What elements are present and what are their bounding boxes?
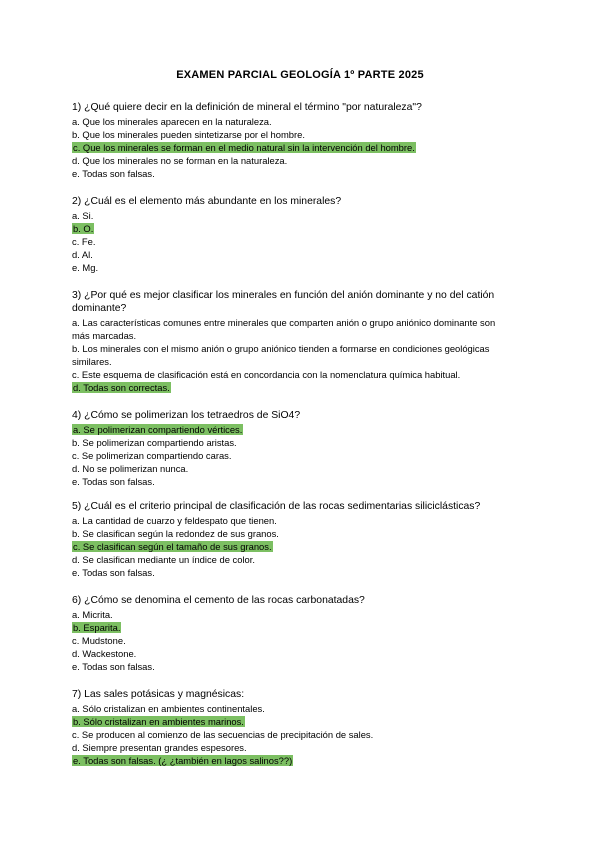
answer-text: d. Que los minerales no se forman en la naturaleza.	[72, 155, 288, 166]
answer-text: a. Las características comunes entre minerales que comparten anión o grupo aniónico dominante son	[72, 317, 496, 328]
question-1-option	[72, 129, 305, 141]
answer-text: a. Si.	[72, 210, 94, 221]
answer-text: b. Que los minerales pueden sintetizarse por el hombre.	[72, 129, 305, 140]
answer-text: similares.	[72, 356, 112, 367]
answer-text: c. Fe.	[72, 236, 96, 247]
question-3-option	[72, 382, 171, 394]
answer-text: a. La cantidad de cuarzo y feldespato que tienen.	[72, 515, 277, 526]
question-1-option	[72, 116, 272, 128]
question-2-text: 2) ¿Cuál es el elemento más abundante en los minerales?	[72, 196, 342, 207]
question-4-option	[72, 463, 188, 475]
answer-text: d. Se clasifican mediante un índice de color.	[72, 554, 255, 565]
answer-text: d. Siempre presentan grandes espesores.	[72, 742, 247, 753]
question-2-option	[72, 210, 93, 222]
answer-text: a. Micrita.	[72, 609, 113, 620]
question-7-text: 7) Las sales potásicas y magnésicas:	[72, 689, 245, 700]
answer-text: c. Este esquema de clasificación está en concordancia con la nomenclatura química habitual.	[72, 369, 461, 380]
question-1-option	[72, 142, 416, 154]
answer-text: c. Se producen al comienzo de las secuencias de precipitación de sales.	[72, 729, 374, 740]
question-3-text: dominante?	[72, 303, 127, 314]
answer-text: más marcadas.	[72, 330, 137, 341]
question-2-option	[72, 262, 98, 274]
highlighted-answer: e. Todas son falsas. (¿ ¿también en lagos salinos??)	[73, 755, 293, 766]
question-5-option	[72, 515, 277, 527]
question-7-option	[72, 703, 265, 715]
question-7-option	[72, 742, 247, 754]
question-7-option	[72, 716, 245, 728]
question-5-option	[72, 567, 155, 579]
question-3-option	[72, 317, 495, 329]
question-6-option	[72, 609, 113, 621]
question-2-option	[72, 236, 95, 248]
question-4-option	[72, 450, 231, 462]
answer-text: c. Se polimerizan compartiendo caras.	[72, 450, 232, 461]
answer-text: e. Mg.	[72, 262, 99, 273]
answer-text: e. Todas son falsas.	[72, 567, 155, 578]
question-3-option	[72, 356, 112, 368]
question-2-option	[72, 223, 94, 235]
highlighted-answer: c. Se clasifican según el tamaño de sus granos.	[73, 541, 272, 552]
highlighted-answer: b. Esparita.	[73, 622, 121, 633]
answer-text: a. Sólo cristalizan en ambientes continentales.	[72, 703, 265, 714]
question-4-option	[72, 424, 243, 436]
question-6-option	[72, 648, 136, 660]
answer-text: b. Se clasifican según la redondez de sus granos.	[72, 528, 279, 539]
answer-text: a. Que los minerales aparecen en la naturaleza.	[72, 116, 272, 127]
question-3-option	[72, 330, 136, 342]
answer-text: b. Los minerales con el mismo anión o grupo aniónico tienden a formarse en condiciones geológicas	[72, 343, 490, 354]
question-2-option	[72, 249, 93, 261]
question-1-text: 1) ¿Qué quiere decir en la definición de mineral el término "por naturaleza"?	[72, 102, 422, 113]
highlighted-answer: b. O.	[73, 223, 94, 234]
answer-text: b. Se polimerizan compartiendo aristas.	[72, 437, 237, 448]
highlighted-answer: c. Que los minerales se forman en el medio natural sin la intervención del hombre.	[73, 142, 415, 153]
question-6-option	[72, 622, 121, 634]
question-3-text: 3) ¿Por qué es mejor clasificar los minerales en función del anión dominante y no del catión	[72, 290, 495, 301]
question-7-option	[72, 729, 373, 741]
question-5-option	[72, 541, 273, 553]
question-5-option	[72, 528, 279, 540]
question-1-option	[72, 168, 155, 180]
question-7-option	[72, 755, 293, 767]
question-4-option	[72, 476, 155, 488]
question-3-option	[72, 369, 460, 381]
question-5-option	[72, 554, 255, 566]
question-1-option	[72, 155, 287, 167]
answer-text: e. Todas son falsas.	[72, 661, 155, 672]
answer-text: d. Al.	[72, 249, 93, 260]
highlighted-answer: a. Se polimerizan compartiendo vértices.	[73, 424, 243, 435]
question-4-option	[72, 437, 237, 449]
question-5-text: 5) ¿Cuál es el criterio principal de clasificación de las rocas sedimentarias siliciclásticas?	[72, 501, 481, 512]
answer-text: c. Mudstone.	[72, 635, 126, 646]
highlighted-answer: b. Sólo cristalizan en ambientes marinos.	[73, 716, 244, 727]
answer-text: d. No se polimerizan nunca.	[72, 463, 189, 474]
answer-text: d. Wackestone.	[72, 648, 137, 659]
question-3-option	[72, 343, 489, 355]
exam-title: EXAMEN PARCIAL GEOLOGÍA 1º PARTE 2025	[176, 69, 424, 81]
question-4-text: 4) ¿Cómo se polimerizan los tetraedros de SiO4?	[72, 410, 301, 421]
highlighted-answer: d. Todas son correctas.	[73, 382, 170, 393]
answer-text: e. Todas son falsas.	[72, 476, 155, 487]
question-6-text: 6) ¿Cómo se denomina el cemento de las rocas carbonatadas?	[72, 595, 365, 606]
answer-text: e. Todas son falsas.	[72, 168, 155, 179]
question-6-option	[72, 661, 155, 673]
question-6-option	[72, 635, 126, 647]
